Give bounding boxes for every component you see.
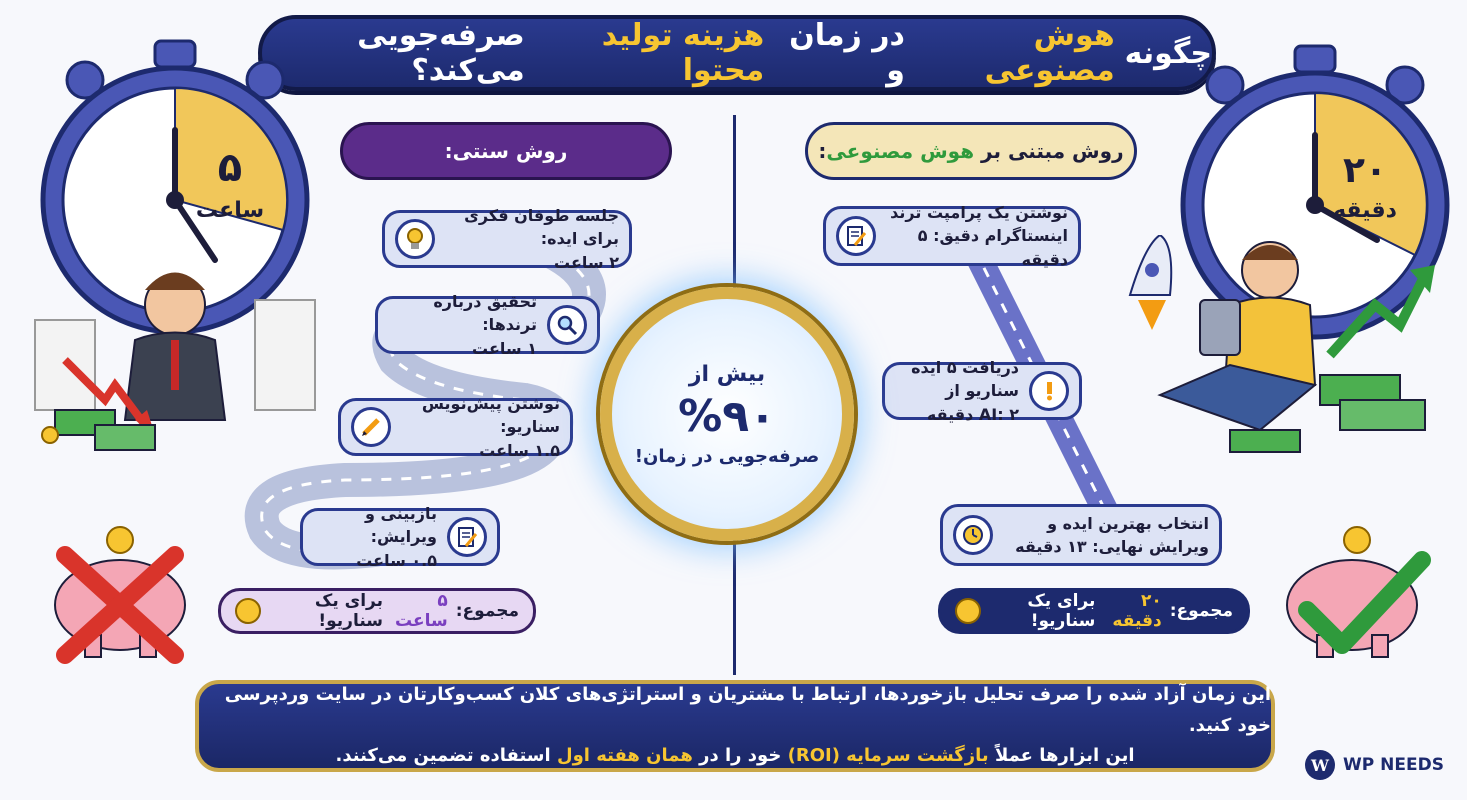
total-prefix: مجموع: bbox=[1169, 601, 1233, 621]
traditional-step bbox=[338, 394, 573, 460]
footer-text-a: این ابزارها عملاً bbox=[994, 745, 1135, 767]
title-text-2: در زمان و bbox=[789, 18, 905, 88]
document-edit-icon bbox=[836, 216, 876, 256]
step-duration: ۱.۵ ساعت bbox=[479, 440, 560, 460]
title-text-3: صرفه‌جویی می‌کند؟ bbox=[357, 18, 525, 88]
footer-line-2 bbox=[335, 741, 1134, 772]
saving-prefix: بیش از bbox=[688, 361, 766, 387]
cool-face-icon bbox=[955, 598, 981, 624]
brand-name: WP NEEDS bbox=[1343, 755, 1444, 775]
step-duration: ۱ ساعت bbox=[472, 338, 537, 358]
step-duration: ۲ ساعت bbox=[554, 252, 619, 272]
traditional-clock-unit: ساعت bbox=[195, 198, 265, 223]
happy-person-icon bbox=[1100, 235, 1440, 460]
step-title: دریافت ۵ ایده سناریو از bbox=[911, 358, 1019, 401]
saving-suffix: صرفه‌جویی در زمان! bbox=[634, 445, 820, 467]
footer-text-b: خود را در bbox=[699, 745, 782, 767]
traditional-heading: روش سنتی: bbox=[340, 122, 672, 180]
step-title: نوشتن یک پرامپت ترند bbox=[890, 203, 1068, 223]
saving-percent: %۹۰ bbox=[678, 390, 776, 442]
wordpress-icon: W bbox=[1305, 750, 1335, 780]
traditional-step bbox=[382, 206, 632, 272]
ai-step bbox=[882, 358, 1082, 424]
step-duration: AI: ۲ دقیقه bbox=[926, 404, 1019, 424]
ai-heading-suffix: : bbox=[818, 139, 827, 163]
step-title: تحقیق درباره ترندها: bbox=[433, 292, 537, 335]
footer-banner bbox=[195, 680, 1275, 772]
title-text-1: چگونه bbox=[1124, 35, 1212, 71]
time-saving-clock bbox=[600, 287, 854, 541]
document-edit-icon bbox=[447, 517, 487, 557]
exclamation-icon bbox=[1029, 371, 1069, 411]
ai-heading-highlight: هوش مصنوعی bbox=[826, 139, 975, 163]
piggy-bank-check-icon bbox=[1272, 525, 1437, 665]
brand-logo bbox=[1305, 750, 1444, 780]
page-title bbox=[258, 15, 1216, 91]
step-title: نوشتن پیش‌نویس سناریو: bbox=[421, 394, 560, 437]
ai-heading bbox=[805, 122, 1137, 180]
total-highlight: ۲۰ دقیقه bbox=[1112, 591, 1162, 631]
ai-step bbox=[940, 504, 1222, 566]
ai-step bbox=[823, 203, 1081, 269]
step-duration: ویرایش نهایی: ۱۳ دقیقه bbox=[1015, 537, 1209, 556]
total-suffix: برای یک سناریو! bbox=[314, 591, 383, 631]
title-highlight-cost: هزینه تولید محتوا bbox=[601, 18, 765, 88]
step-title: انتخاب بهترین ایده و bbox=[1047, 513, 1209, 533]
traditional-step bbox=[300, 504, 500, 570]
total-highlight: ۵ ساعت bbox=[395, 591, 448, 631]
total-prefix: مجموع: bbox=[455, 601, 519, 621]
sad-face-icon bbox=[235, 598, 261, 624]
ai-heading-prefix: روش مبتنی بر bbox=[981, 139, 1124, 163]
total-suffix: برای یک سناریو! bbox=[1027, 591, 1096, 631]
piggy-bank-cross-icon bbox=[35, 525, 200, 665]
clock-icon bbox=[953, 515, 993, 555]
pencil-icon bbox=[351, 407, 391, 447]
magnifier-icon bbox=[547, 305, 587, 345]
traditional-clock-value: ۵ bbox=[217, 145, 243, 191]
footer-line-1: این زمان آزاد شده را صرف تحلیل بازخوردها، ارتباط با مشتریان و استراتژی‌های کلان کسب‌وکارتان در سایت وردپرسی خود کنید. bbox=[224, 684, 1271, 736]
footer-highlight-roi: بازگشت سرمایه (ROI) bbox=[787, 745, 989, 767]
traditional-step bbox=[375, 292, 600, 358]
footer-highlight-week: همان هفته اول bbox=[556, 745, 693, 767]
lightbulb-icon bbox=[395, 219, 435, 259]
title-highlight-ai: هوش مصنوعی bbox=[984, 18, 1115, 88]
step-title: جلسه طوفان فکری برای ایده: bbox=[464, 206, 619, 249]
ai-clock-unit: دقیقه bbox=[1333, 198, 1397, 223]
ai-clock-value: ۲۰ bbox=[1343, 150, 1387, 191]
step-duration: ۰.۵ ساعت bbox=[356, 550, 437, 570]
step-duration: اینستاگرام دقیق: ۵ دقیقه bbox=[917, 226, 1068, 269]
footer-text-c: استفاده تضمین می‌کنند. bbox=[335, 745, 551, 767]
traditional-total bbox=[218, 588, 536, 634]
step-title: بازبینی و ویرایش: bbox=[365, 504, 437, 547]
ai-total bbox=[938, 588, 1250, 634]
